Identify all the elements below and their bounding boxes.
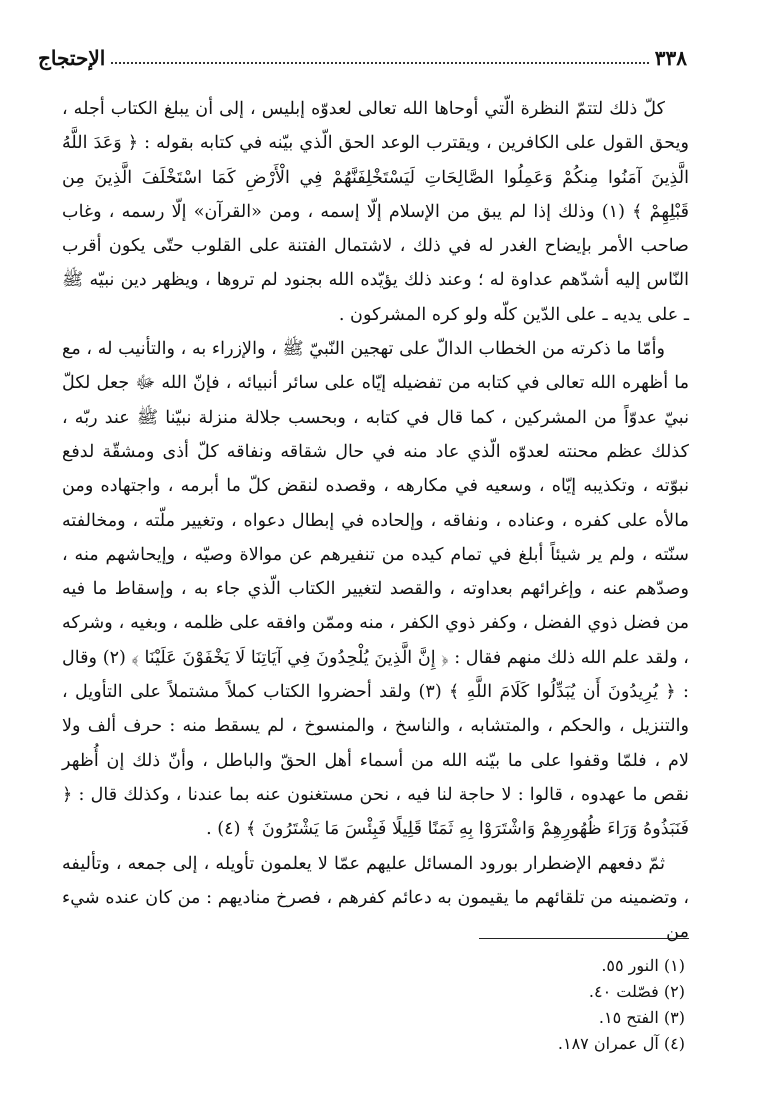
footnote-3: (٣) الفتح ١٥. <box>598 1008 685 1027</box>
footnote-1: (١) النور ٥٥. <box>601 956 685 975</box>
main-text <box>62 92 689 949</box>
footnote-4: (٤) آل عمران ١٨٧. <box>557 1034 685 1053</box>
footnote-2: (٢) فصّلت ٤٠. <box>588 982 685 1001</box>
running-title: الإحتجاج <box>38 46 106 70</box>
paragraph-1: كلّ ذلك لتتمّ النظرة الّتي أوحاها الله تعالى لعدوّه إبليس ، إلى أن يبلغ الكتاب أجله ، ويحق القول على الكافرين ، ويقترب الوعد الحق الّذي بيّنه في كتابه بقوله : ﴿ وَعَدَ اللَّهُ الَّذِينَ آمَنُوا مِنكُمْ وَعَمِلُوا الصَّالِحَاتِ لَيَسْتَخْلِفَنَّهُمْ فِي الْأَرْضِ كَمَا اسْتَخْلَفَ الَّذِينَ مِن قَبْلِهِمْ ﴾ (١) وذلك إذا لم يبق من الإسلام إلّا إسمه ، ومن «القرآن» إلّا رسمه ، وغاب صاحب الأمر بإيضاح الغدر له في ذلك ، لاشتمال الفتنة على القلوب حتّى يكون أقرب النّاس إليه أشدّهم عداوة له ؛ وعند ذلك يؤيّده الله بجنود لم تروها ، ويظهر دين نبيّه ﷺ ـ على يديه ـ على الدّين كلّه ولو كره المشركون . <box>62 99 689 325</box>
header-dot-leader <box>111 61 648 64</box>
footnote-separator <box>479 938 689 939</box>
paragraph-2: وأمّا ما ذكرته من الخطاب الدالّ على تهجين النّبيّ ﷺ ، والإزراء به ، والتأنيب له ، مع ما أظهره الله تعالى في كتابه من تفضيله إيّاه على سائر أنبيائه ، فإنّ الله ﷻ جعل لكلّ نبيّ عدوّاً من المشركين ، كما قال في كتابه ، وبحسب جلالة منزلة نبيّنا ﷺ عند ربّه ، كذلك عظم محنته لعدوّه الّذي عاد منه في حال شقاقه ونفاقه كلّ أذى ومشقّة لدفع نبوّته ، وتكذيبه إيّاه ، وسعيه في مكارهه ، وقصده لنقض كلّ ما أبرمه ، واجتهاده ومن مالأه على كفره ، وعناده ، ونفاقه ، وإلحاده في إبطال دعواه ، وتغيير ملّته ، ومخالفته سنّته ، ولم ير شيئاً أبلغ في تمام كيده من تنفيرهم عن موالاة وصيّه ، وإيحاشهم منه ، وصدّهم عنه ، وإغرائهم بعداوته ، والقصد لتغيير الكتاب الّذي جاء به ، وإسقاط ما فيه من فضل ذوي الفضل ، وكفر ذوي الكفر ، منه وممّن وافقه على ظلمه ، وبغيه ، وشركه ، ولقد علم الله ذلك منهم فقال : ﴿ إِنَّ الَّذِينَ يُلْحِدُونَ فِي آيَاتِنَا لَا يَخْفَوْنَ عَلَيْنَا ﴾ (٢) وقال : ﴿ يُرِيدُونَ أَن يُبَدِّلُوا كَلَامَ اللَّهِ ﴾ (٣) ولقد أحضروا الكتاب كملاً مشتملاً على التأويل ، والتنزيل ، والحكم ، والمتشابه ، والناسخ ، والمنسوخ ، لم يسقط منه : حرف ألف ولا لام ، فلمّا وقفوا على ما بيّنه الله من أسماء أهل الحقّ والباطل ، وأنّ ذلك إن أُظهر نقص ما عهدوه ، قالوا : لا حاجة لنا فيه ، نحن مستغنون عنه بما عندنا ، وكذلك قال : ﴿ فَنَبَذُوهُ وَرَاءَ ظُهُورِهِمْ وَاشْتَرَوْا بِهِ ثَمَنًا قَلِيلًا فَبِئْسَ مَا يَشْتَرُونَ ﴾ (٤) . <box>62 339 689 840</box>
page-number: ٣٣٨ <box>654 46 687 70</box>
paragraph-3: ثمّ دفعهم الإضطرار بورود المسائل عليهم عمّا لا يعلمون تأويله ، إلى جمعه ، وتأليفه ، وتضمينه من تلقائهم ما يقيمون به دعائم كفرهم ، فصرخ مناديهم : من كان عنده شيء من <box>62 853 689 943</box>
running-header <box>38 40 687 70</box>
footnotes <box>300 953 685 1057</box>
